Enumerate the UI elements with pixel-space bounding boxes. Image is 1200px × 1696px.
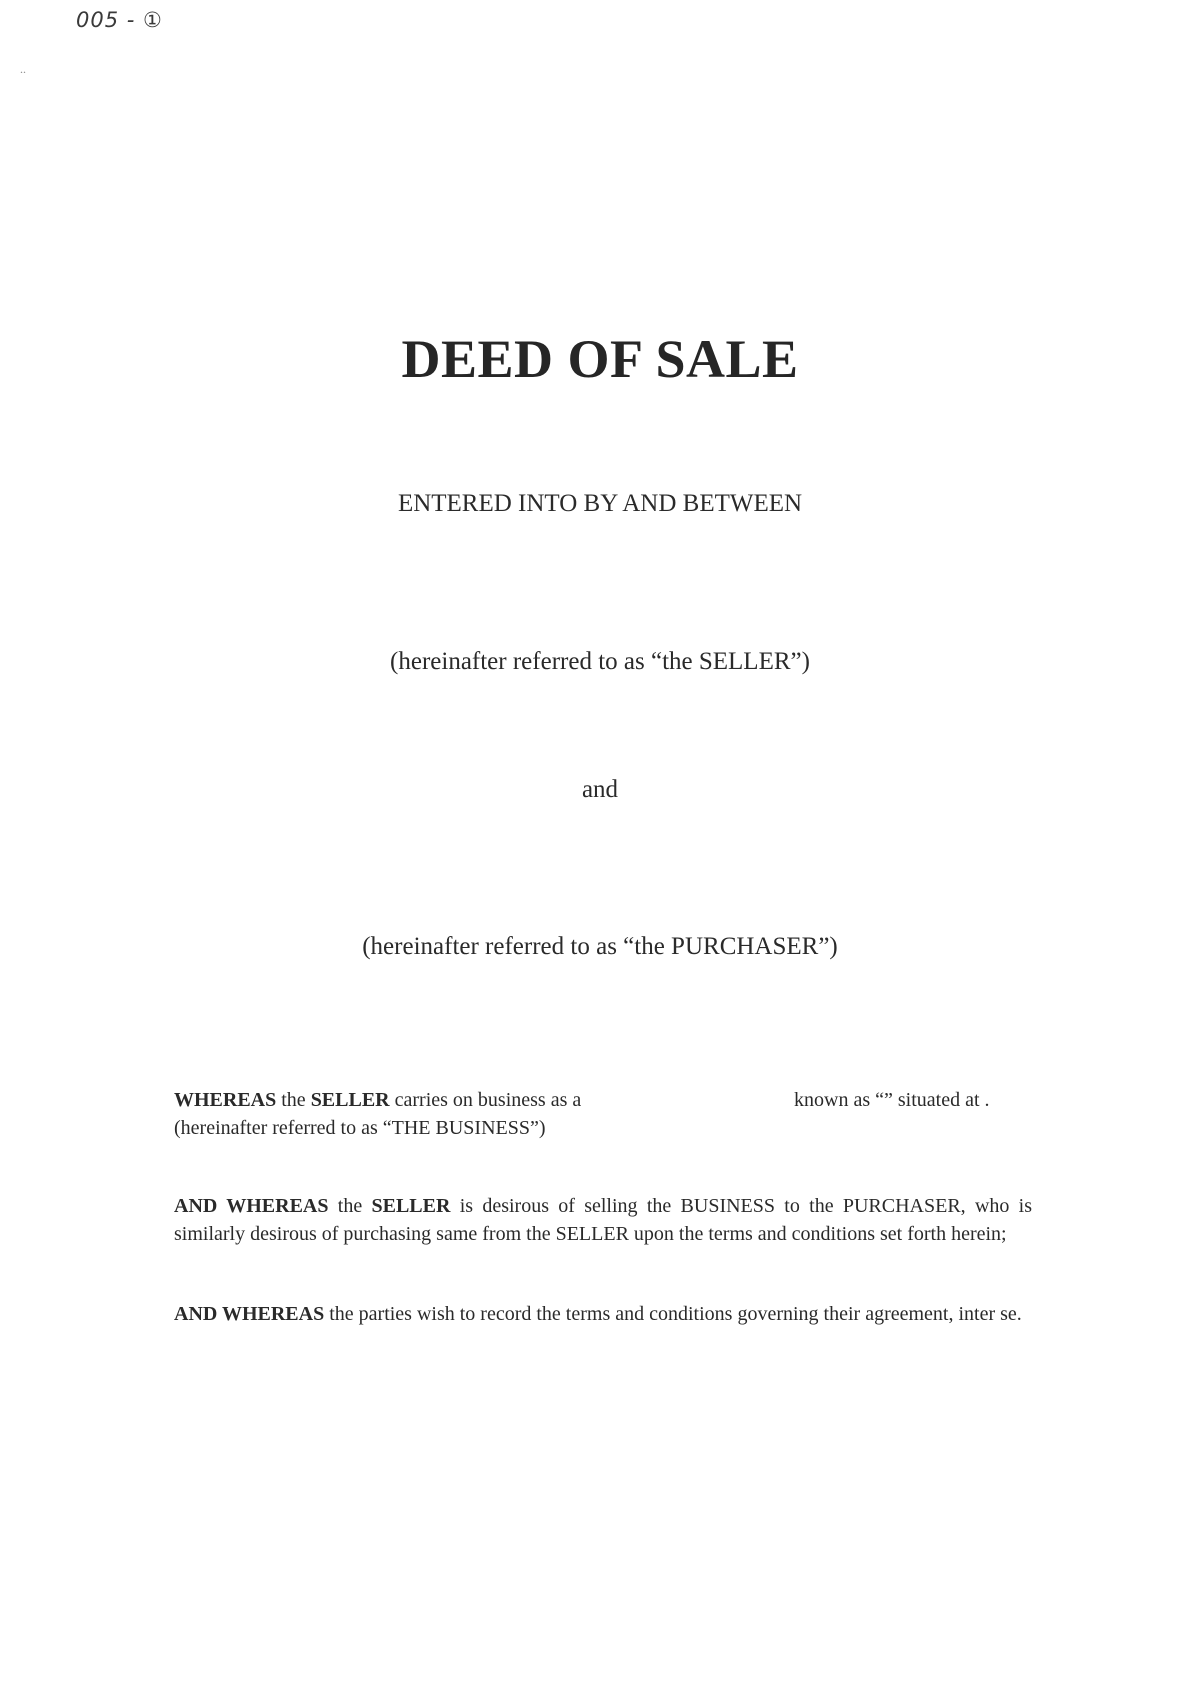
recital-first-text-a: carries on business as a: [389, 1089, 582, 1111]
and-conjunction: and: [581, 776, 619, 803]
recital-second-lead: AND WHEREAS: [174, 1195, 329, 1217]
recital-first-subject: the: [276, 1089, 311, 1111]
handwritten-reference: 005 - ①: [76, 8, 163, 32]
recital-second-party: SELLER: [371, 1195, 451, 1217]
recital-first-line2: (hereinafter referred to as “THE BUSINESS”): [174, 1117, 546, 1139]
corner-mark: ..: [20, 62, 26, 76]
seller-reference: (hereinafter referred to as “the SELLER”): [390, 648, 810, 675]
recital-third-lead: AND WHEREAS: [174, 1303, 325, 1325]
document-subtitle: ENTERED INTO BY AND BETWEEN: [397, 490, 803, 517]
recital-first-lead: WHEREAS: [174, 1089, 277, 1111]
recital-first-text-b: known as “” situated at .: [794, 1089, 990, 1111]
recital-second-text-a: the: [328, 1195, 372, 1217]
recital-first-party: SELLER: [310, 1089, 390, 1111]
recital-first: [174, 1086, 1032, 1142]
purchaser-reference: (hereinafter referred to as “the PURCHASER”): [362, 933, 838, 960]
recital-third-text: the parties wish to record the terms and conditions governing their agreement, inter se.: [324, 1303, 1022, 1325]
recital-first-line1-left: [174, 1086, 581, 1114]
recital-second-text-b: is desirous of selling the BUSINESS to the PURCHASER, who is similarly desirous of purchasing same from the SELLER upon the terms and conditions set forth herein;: [174, 1195, 1033, 1245]
document-title: DEED OF SALE: [401, 329, 799, 389]
recital-third: [174, 1300, 1032, 1328]
recital-second: [174, 1192, 1032, 1248]
